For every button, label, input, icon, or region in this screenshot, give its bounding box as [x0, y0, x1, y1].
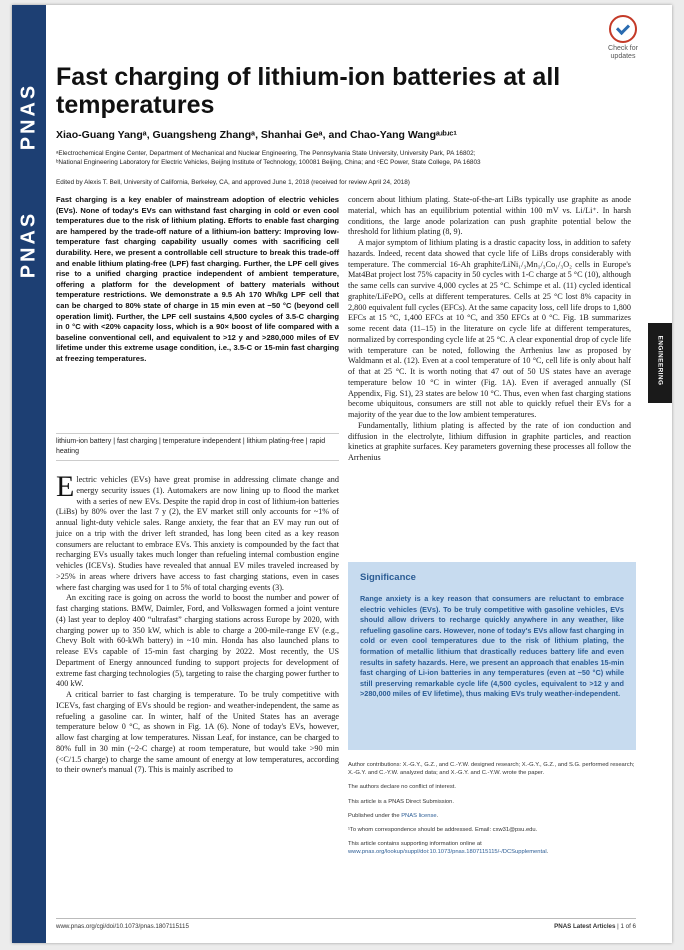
- body-paragraph: Fundamentally, lithium plating is affected by the rate of ion conduction and diffusion in the electrolyte, lithium diffusion in graphite particles, and reaction kinetics at graphite surfaces. Key parameters governing these processes all follow the Arrhenius: [348, 420, 631, 462]
- significance-title: Significance: [360, 572, 416, 583]
- affiliation-bc: ᵇNational Engineering Laboratory for Electric Vehicles, Beijing Institute of Technology, 100081 Beijing, China; and ᶜEC Power, State College, PA 16803: [56, 159, 481, 166]
- author-contributions: Author contributions: X.-G.Y., G.Z., and C.-Y.W. designed research; X.-G.Y., G.Z., and S.G. performed research; X.-G.Y. and C.-Y.W. analyzed data; and X.-G.Y. and C.-Y.W. wrote the paper.: [348, 762, 635, 777]
- correspondence-note: ¹To whom correspondence should be addressed. Email: cxw31@psu.edu.: [348, 827, 538, 834]
- author-list: Xiao-Guang Yangᵃ, Guangsheng Zhangᵃ, Shanhai Geᵃ, and Chao-Yang Wangᵃʴᵇʴᶜ¹: [56, 129, 457, 141]
- significance-box: [348, 562, 636, 750]
- footer-separator: |: [617, 923, 619, 930]
- drop-cap: E: [56, 470, 75, 503]
- footer-divider: [56, 918, 636, 919]
- supporting-info-note: This article contains supporting information online at www.pnas.org/lookup/suppl/doi:10.1073/pnas.1807115115/-/DCSupplemental.: [348, 841, 549, 856]
- significance-text: Range anxiety is a key reason that consumers are reluctant to embrace electric vehicles (EVs). To be truly competitive with gasoline vehicles, EVs should allow drivers to recharge quickly anywhere in any weather, like refueling gasoline cars. However, none of today's EVs allow fast charging in cold or even cool temperatures due to the risk of lithium plating, the formation of metallic lithium that drastically reduces battery life and even results in safety hazards. Here, we present an approach that enables 15-min fast charging of Li-ion batteries in any temperatures (even at −50 °C) while still preserving remarkable cycle life (4,500 cycles, equivalent to >12 y and >280,000 miles of EV lifetime), thus making EVs truly weather-independent.: [360, 594, 624, 699]
- affiliation-a: ᵃElectrochemical Engine Center, Department of Mechanical and Nuclear Engineering, The Pennsylvania State University, University Park, PA 16802;: [56, 150, 476, 157]
- journal-section-label: PNAS Latest Articles: [554, 923, 616, 930]
- doi-link[interactable]: www.pnas.org/cgi/doi/10.1073/pnas.1807115115: [56, 923, 189, 930]
- journal-logo-repeat: PNAS: [17, 210, 40, 279]
- affiliations: [56, 149, 616, 167]
- page-number: 1 of 6: [620, 923, 636, 930]
- section-tab: [648, 323, 672, 403]
- journal-logo: PNAS: [17, 82, 40, 151]
- license-statement: Published under the PNAS license.: [348, 812, 439, 819]
- article-title: Fast charging of lithium-ion batteries at all temperatures: [56, 63, 561, 119]
- supporting-info-link[interactable]: www.pnas.org/lookup/suppl/doi:10.1073/pnas.1807115115/-/DCSupplemental: [348, 849, 547, 856]
- journal-sidebar: [12, 5, 46, 943]
- body-paragraph: A critical barrier to fast charging is temperature. To be truly competitive with ICEVs, fast charging of EVs should be region- and weather-independent, the same as refueling a gasoline car. In winter, half of the United States has an average temperature below 0 °C, as shown in Fig. 1A (6). None of today's EVs, however, allow fast charging at low temperatures. Nissan Leaf, for instance, can be charged to 80% full in 30 min (~2-C charge) at room temperature, but would take >90 min (<C/1.5 charge) to charge the same amount of energy at low temperatures, according to their owner's manual (7). This is mainly ascribed to: [56, 690, 339, 775]
- body-paragraph: A major symptom of lithium plating is a drastic capacity loss, in addition to safety hazards. Indeed, recent data showed that cycle life of LiBs drops considerably with temperature. The commercial 16-Ah graphite/LiNi₁/₃Mn₁/₃Co₁/₃O₂ cells in Europe's Mat4Bat project lost 75% capacity in 50 cycles with 1-C charge at 5 °C (10), although the same cells can survive 4,000 cycles at 25 °C. Schimpe et al. (11) cycled identical graphite/LiFePO₄ cells at different temperatures. Cells at 25 °C lost 8% capacity in 2,800 equivalent full cycles (EFCs). At the same capacity loss, cell life drops to 1,800 EFCs at 15 °C, 1,400 EFCs at 10 °C, and 350 EFCs at 0 °C. Fig. 1B summarizes some recent data (11–15) in the literature on cycle life at different temperatures, normalized by corresponding cycle life at 25 °C. A clear exponential drop of cycle life with temperature can be noted, following the Arrhenius law as proposed by Waldmann et al. (12). Even at a cool temperature of 10 °C, cell life is only about half of that at 25 °C. It is worth noting that 47 out of 50 US states have an average temperature below 10 °C in winter (Fig. 1A). Even if averaged annually (SI Appendix, Fig. S1), 23 states are below 10 °C. Thus, even when fast charging stations become ubiquitous, consumers are still not able to quickly refuel their EVs for a majority of the year due to the low ambient temperatures.: [348, 238, 631, 419]
- intro-paragraph-text: lectric vehicles (EVs) have great promise in addressing climate change and energy security issues (1). Automakers are now lining up to flood the market with a series of new EVs. Despite the rapid drop in cost of lithium-ion batteries (LiBs) by 80% over the last 7 y (2), the EV market still only accounts for ~1% of annual light-duty vehicle sales. Range anxiety, the fear that an EV may run out of juice on a trip with the driver left stranded, has long been cited as a key reason consumers are reluctant to embrace EVs. This anxiety is compounded by the fact that recharging EVs usually takes much longer than refueling internal combustion engine vehicles (ICEVs). Studies have revealed that annual EV miles traveled increased by >25% in areas where drivers have access to fast charging stations, even in cases where fast charging was used for 1 to 5% of total charging events (3).: [56, 475, 339, 592]
- section-tab-label: ENGINEERING: [656, 335, 664, 386]
- conflict-statement: The authors declare no conflict of interest.: [348, 784, 456, 791]
- body-left-column: [56, 470, 339, 776]
- body-right-column: [348, 195, 631, 464]
- body-paragraph: concern about lithium plating. State-of-the-art LiBs typically use graphite as anode material, which has an equilibrium potential within 100 mV vs. Li/Li⁺. In harsh conditions, the large anode polarization can push graphite potential below the threshold for lithium plating (8, 9).: [348, 195, 631, 237]
- keywords: lithium-ion battery | fast charging | temperature independent | lithium plating-free | rapid heating: [56, 433, 339, 461]
- intro-paragraph: [56, 470, 339, 593]
- badge-line-2: updates: [610, 53, 636, 60]
- edited-by-line: Edited by Alexis T. Bell, University of California, Berkeley, CA, and approved June 1, 2018 (received for review April 24, 2018): [56, 179, 410, 186]
- check-for-updates-badge[interactable]: [600, 15, 646, 61]
- article-page: [12, 5, 672, 943]
- body-paragraph: An exciting race is going on across the world to boost the number and power of fast charging stations. BMW, Daimler, Ford, and Volkswagen formed a joint venture (4) last year to deploy 400 “ultrafast” charging stations across Europe by 2020, with charging power up to 350 kW, which is able to charge a 200-mile-range EV (e.g., Chevy Bolt with 60-kWh battery) in ~10 min. Honda has also launched plans to release EVs capable of 15-min fast charging by 2022. Most recently, the US Department of Energy announced funding to support projects for development of extreme fast charging technologies (5), targeting to raise the charging power further to 400 kW.: [56, 593, 339, 689]
- article-notes: [348, 761, 636, 863]
- page-footer: [554, 923, 636, 930]
- license-link[interactable]: PNAS license: [401, 812, 437, 819]
- check-icon: [609, 15, 637, 43]
- badge-line-1: Check for: [608, 45, 638, 52]
- submission-statement: This article is a PNAS Direct Submission.: [348, 798, 454, 805]
- abstract: Fast charging is a key enabler of mainstream adoption of electric vehicles (EVs). None of today's EVs can withstand fast charging in cold or even cool temperatures due to the risk of lithium plating. Efforts to enable fast charging are hampered by the trade-off nature of a lithium-ion battery: Improving low-temperature fast charging capability usually comes with sacrificing cell durability. Here, we present a controllable cell structure to break this trade-off and enable lithium plating-free (LPF) fast charging. Further, the LPF cell gives rise to a unified charging practice independent of ambient temperature, offering a platform for the development of battery materials without temperature restrictions. We demonstrate a 9.5 Ah 170 Wh/kg LPF cell that can be charged to 80% state of charge in 15 min even at −50 °C (beyond cell operation limit). Further, the LPF cell sustains 4,500 cycles of 3.5-C charging in 0 °C with <20% capacity loss, which is a 90× boost of life compared with a baseline conventional cell, and equivalent to >12 y and >280,000 miles of EV lifetime under this extreme usage condition, i.e., 3.5-C or 15-min fast charging at freezing temperatures.: [56, 195, 339, 363]
